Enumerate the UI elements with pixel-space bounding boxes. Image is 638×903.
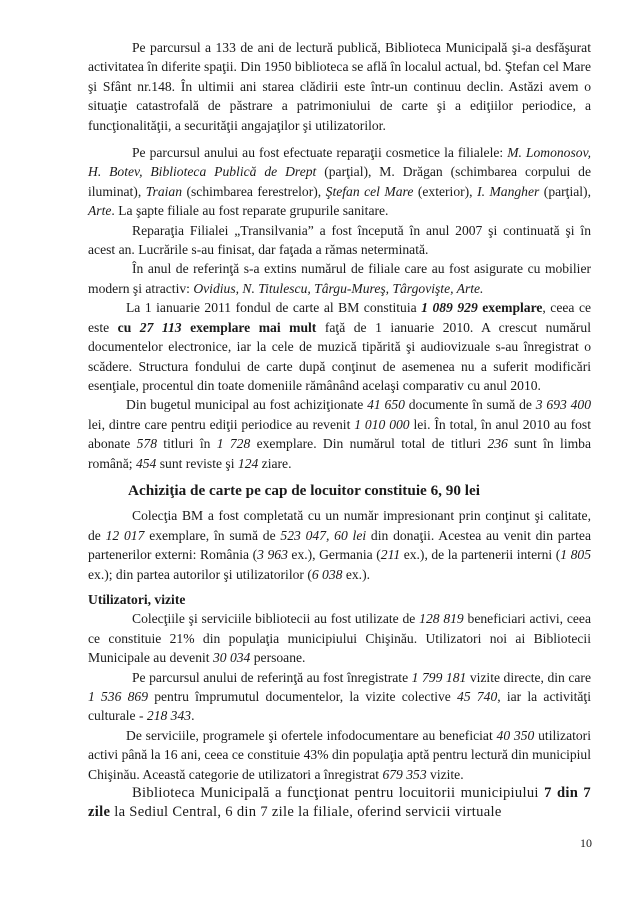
document-body xyxy=(88,38,591,823)
text: exemplare. Din numărul total de titluri xyxy=(250,436,488,452)
text-bold: 7 din 7 zile xyxy=(88,785,592,821)
number: 128 819 xyxy=(419,611,464,627)
number: 578 xyxy=(136,436,157,452)
number: 211 xyxy=(380,547,401,563)
text: Din bugetul municipal au fost achiziţionate xyxy=(126,397,368,413)
text: ex.), de la partenerii interni ( xyxy=(400,547,561,563)
subsection-heading: Utilizatori, vizite xyxy=(88,591,186,607)
text-bold: exemplare mai mult xyxy=(181,319,317,335)
number: 1 089 929 xyxy=(421,300,478,316)
paragraph-budget xyxy=(88,395,591,473)
text: beneficiari activi, ceea ce constituie 21% din populaţia municipiului Chişinău. Utilizatori noi ai Bibliotecii Municipale au devenit xyxy=(88,611,591,666)
branch-names: M. Lomonosov, H. Botev, Biblioteca Publică de Drept xyxy=(88,145,591,180)
text: ex.); din partea autorilor şi utilizatorilor ( xyxy=(88,566,312,582)
number: 12 017 xyxy=(105,527,145,543)
branch-name: Traian xyxy=(145,183,182,199)
text: . La şapte filiale au fost reparate grupurile sanitare. xyxy=(111,203,389,219)
text: , ceea ce este xyxy=(88,300,592,335)
text: lei, dintre care pentru ediţii periodice au revenit xyxy=(88,416,355,432)
paragraph-repairs xyxy=(88,143,591,221)
text: Pe parcursul anului de referinţă au fost înregistrate xyxy=(132,669,412,685)
text: din donaţii. Acestea au venit din partea partenerilor externi: România ( xyxy=(88,527,591,563)
page-number: 10 xyxy=(580,836,592,850)
number: 40 350 xyxy=(496,727,535,743)
text: Pe parcursul anului au fost efectuate reparaţii cosmetice la filialele: xyxy=(132,145,508,161)
paragraph-donations xyxy=(88,506,591,584)
text: Biblioteca Municipală a funcţionat pentru locuitorii municipiului xyxy=(132,785,545,802)
text-bold: exemplare xyxy=(477,300,543,316)
paragraph-visits xyxy=(88,668,591,726)
paragraph-youth xyxy=(88,726,591,784)
text: persoane. xyxy=(250,650,306,666)
branch-name: Ştefan cel Mare xyxy=(325,183,414,199)
number: 45 740 xyxy=(457,689,498,704)
section-heading: Achiziţia de carte pe cap de locuitor constituie 6, 90 lei xyxy=(128,481,480,499)
number: 30 034 xyxy=(212,650,251,666)
paragraph-users xyxy=(88,609,591,667)
text: , iar la activităţi culturale - xyxy=(88,689,591,724)
text: ex.). xyxy=(342,566,371,582)
text: ex.), Germania ( xyxy=(287,547,381,563)
text: Colecţiile şi serviciile bibliotecii au fost utilizate de xyxy=(132,611,420,627)
paragraph-history: Pe parcursul a 133 de ani de lectură publică, Biblioteca Municipală şi-a desfăşurat activitatea în diferite spaţii. Din 1950 biblioteca se află în localul actual, bd. Ştefan cel Mare şi Sfânt nr.148. În ultimii ani starea clădirii este într-un continuu declin. Astăzi avem o situaţie catastrofală de păstrare a patrimoniului de carte şi a ediţiilor periodice, a funcţionalităţii, a securităţii angajaţilor şi utilizatorilor. xyxy=(88,40,591,133)
number: 1 728 xyxy=(216,436,251,452)
text: Colecţia BM a fost completată cu un număr impresionant prin conţinut şi calitate, de xyxy=(88,508,591,543)
number: 27 113 xyxy=(139,319,182,335)
number: 1 805 xyxy=(560,547,591,563)
text: vizite. xyxy=(426,766,464,782)
branch-name: Arte xyxy=(88,203,112,219)
number: 454 xyxy=(135,455,157,471)
text: sunt în limba română; xyxy=(88,436,591,471)
number: 3 963 xyxy=(257,547,288,563)
branch-names: Ovidius, N. Titulescu, Târgu-Mureş, Târgovişte, Arte. xyxy=(193,280,484,296)
text: . xyxy=(191,708,195,724)
text: (exterior), xyxy=(413,183,478,199)
text: ziare. xyxy=(258,455,292,471)
number: 124 xyxy=(237,455,259,471)
text: titluri în xyxy=(156,436,217,452)
number: 6 038 xyxy=(311,566,343,582)
text: pentru împrumutul documentelor, la vizite colective xyxy=(148,689,458,704)
branch-name: I. Mangher xyxy=(477,183,540,199)
number: 3 693 400 xyxy=(535,397,591,413)
text: documente în sumă de xyxy=(404,397,536,413)
text: La 1 ianuarie 2011 fondul de carte al BM constituia xyxy=(126,300,422,316)
paragraph-collection xyxy=(88,298,591,395)
text: (parţial), xyxy=(539,183,591,199)
text: faţă de 1 ianuarie 2010. A crescut numărul documentelor electronice, iar la cele de muzică tipărită şi audiovizuale s-au înregistrat o scădere. Structura fondului de carte după conţinut de asemenea nu a suferit modificări esenţiale, procentul din toate domeniile rămânând acelaşi comparativ cu anul 2010. xyxy=(88,319,591,393)
paragraph-transilvania: Reparaţia Filialei „Transilvania” a fost începută în anul 2007 şi continuată şi în acest an. Lucrările s-au finisat, dar faţada a rămas neterminată. xyxy=(88,222,591,258)
number: 1 536 869 xyxy=(88,689,148,704)
number: 679 353 xyxy=(382,766,427,782)
text: sunt reviste şi xyxy=(156,455,238,471)
paragraph-furniture xyxy=(88,259,591,298)
text: lei. În total, în anul 2010 au fost abonate xyxy=(88,416,591,452)
number: 41 650 xyxy=(367,397,405,413)
number: 523 047, 60 lei xyxy=(280,527,367,543)
number: 218 343 xyxy=(146,708,192,724)
text: vizite directe, din care xyxy=(466,669,591,685)
number: 1 010 000 xyxy=(354,416,410,432)
text: În anul de referinţă s-a extins numărul de filiale care au fost asigurate cu mobilier modern şi atractiv: xyxy=(88,261,591,296)
text-bold: cu xyxy=(117,319,140,335)
text: (parţial), M. Drăgan (schimbarea corpului de iluminat), xyxy=(88,164,592,199)
text: utilizatori activi până la 16 ani, ceea ce constituie 43% din populaţia aptă pentru lectură din municipiul Chişinău. Această categorie de utilizatori a înregistrat xyxy=(88,727,591,782)
text: De serviciile, programele şi ofertele infodocumentare au beneficiat xyxy=(126,727,497,743)
number: 236 xyxy=(487,436,508,452)
number: 1 799 181 xyxy=(411,669,467,685)
text: la Sediul Central, 6 din 7 zile la filiale, oferind servicii virtuale xyxy=(110,804,502,821)
text: (schimbarea ferestrelor), xyxy=(182,183,326,199)
paragraph-schedule xyxy=(88,784,591,823)
text: exemplare, în sumă de xyxy=(144,527,281,543)
